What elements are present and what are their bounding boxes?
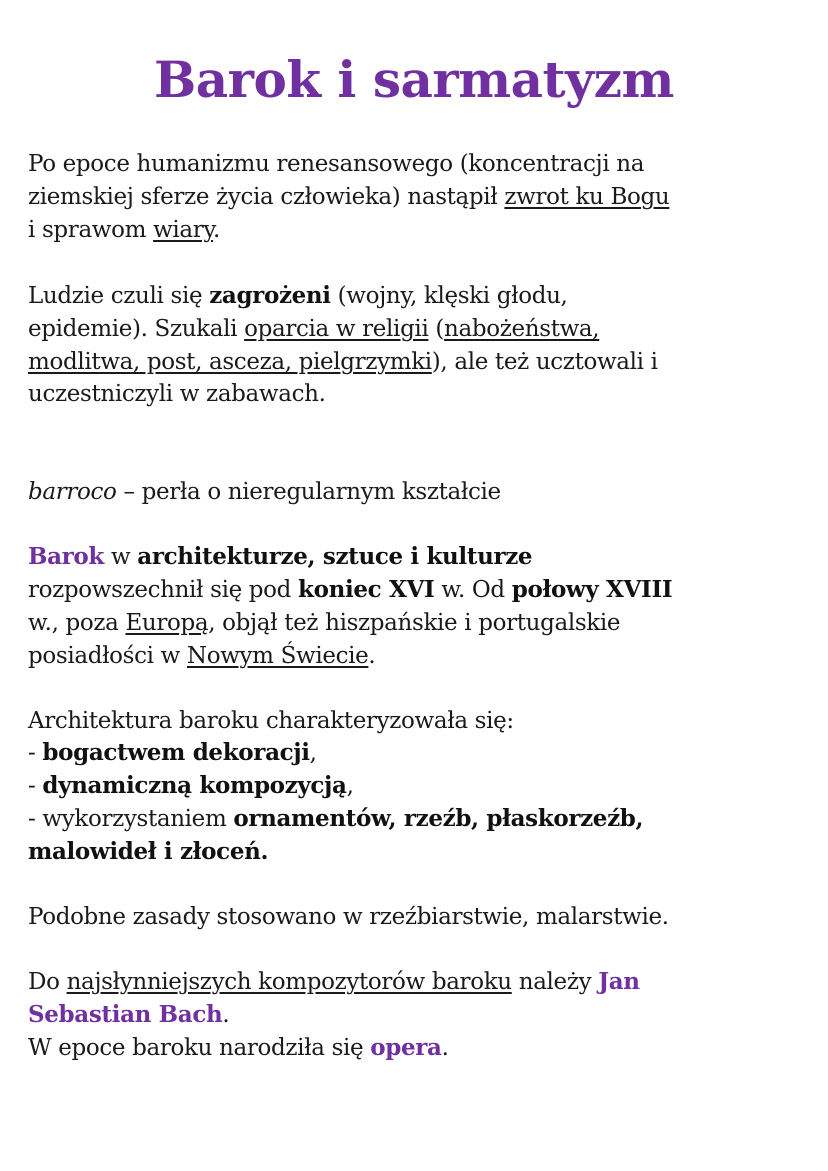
text-line: [28, 1032, 449, 1064]
text-span: i sprawom: [28, 217, 154, 243]
underlined-text: modlitwa, post, asceza, pielgrzymki: [28, 349, 432, 375]
text-span: -: [28, 773, 43, 799]
text-span: .: [368, 643, 376, 669]
bold-text: architekturze, sztuce i kulturze: [137, 543, 533, 570]
text-span: .: [213, 217, 220, 243]
text-span: ), ale też ucztowali i: [431, 349, 658, 375]
text-span: epidemie). Szukali: [28, 316, 245, 342]
text-line: [28, 574, 672, 606]
bold-text: koniec XVI: [298, 576, 435, 603]
text-span: .: [222, 1002, 230, 1028]
bold-text: ornamentów, rzeźb, płaskorzeźb,: [233, 805, 644, 832]
underlined-text: Nowym Świecie: [186, 643, 369, 669]
bold-text: dynamiczną kompozycją: [42, 772, 347, 799]
text-line: [28, 313, 599, 345]
text-line: [28, 476, 501, 508]
text-span: uczestniczyli w zabawach.: [28, 381, 326, 407]
text-span: , objął też hiszpańskie i portugalskie: [208, 610, 621, 636]
text-span: należy: [511, 969, 599, 995]
text-span: .: [441, 1035, 449, 1061]
bold-text: zagrożeni: [209, 282, 331, 309]
text-span: Podobne zasady stosowano w rzeźbiarstwie, malarstwie.: [28, 904, 669, 930]
text-line: [28, 901, 669, 933]
text-span: posiadłości w: [28, 643, 187, 669]
text-line: [28, 214, 220, 246]
text-span: (wojny, klęski głodu,: [330, 283, 568, 309]
text-span: (: [428, 316, 445, 342]
text-line: [28, 280, 568, 312]
text-line: [28, 966, 640, 998]
bold-text: malowideł i złoceń.: [28, 838, 269, 865]
text-span: w. Od: [434, 577, 512, 603]
page-title: Barok i sarmatyzm: [154, 50, 674, 109]
bold-text: połowy XVIII: [511, 576, 673, 603]
text-span: W epoce baroku narodziła się: [28, 1035, 371, 1061]
text-span: Architektura baroku charakteryzowała się:: [28, 708, 514, 734]
text-line: [28, 999, 229, 1031]
text-span: -: [28, 740, 43, 766]
text-span: w: [104, 544, 138, 570]
text-span: – perła o nieregularnym kształcie: [116, 479, 501, 505]
text-line: [28, 181, 669, 213]
underlined-text: wiary: [153, 217, 214, 243]
highlighted-term: opera: [370, 1034, 442, 1061]
text-span: ,: [346, 773, 354, 799]
text-line: [28, 836, 268, 868]
text-line: [28, 803, 643, 835]
text-line: [28, 148, 644, 180]
text-span: Do: [28, 969, 67, 995]
text-line: [28, 770, 354, 802]
text-line: [28, 541, 532, 573]
text-span: ziemskiej sferze życia człowieka) nastąpił: [28, 184, 505, 210]
underlined-text: najsłynniejszych kompozytorów baroku: [66, 969, 512, 995]
underlined-text: nabożeństwa,: [444, 316, 600, 342]
highlighted-term: Sebastian Bach: [28, 1001, 223, 1028]
bold-text: bogactwem dekoracji: [42, 739, 310, 766]
underlined-text: oparcia w religii: [244, 316, 429, 342]
text-span: Ludzie czuli się: [28, 283, 210, 309]
text-span: w., poza: [28, 610, 126, 636]
underlined-text: Europą: [125, 610, 209, 636]
italic-term: barroco: [28, 479, 117, 505]
underlined-text: zwrot ku Bogu: [504, 184, 670, 210]
text-line: [28, 640, 375, 672]
text-line: [28, 378, 326, 410]
highlighted-term: Jan: [598, 968, 640, 995]
text-span: ,: [309, 740, 317, 766]
text-line: [28, 705, 514, 737]
highlighted-term: Barok: [28, 543, 104, 570]
text-span: - wykorzystaniem: [28, 806, 234, 832]
text-span: Po epoce humanizmu renesansowego (koncentracji na: [28, 151, 645, 177]
text-line: [28, 607, 620, 639]
text-span: rozpowszechnił się pod: [28, 577, 299, 603]
text-line: [28, 346, 658, 378]
text-line: [28, 737, 317, 769]
